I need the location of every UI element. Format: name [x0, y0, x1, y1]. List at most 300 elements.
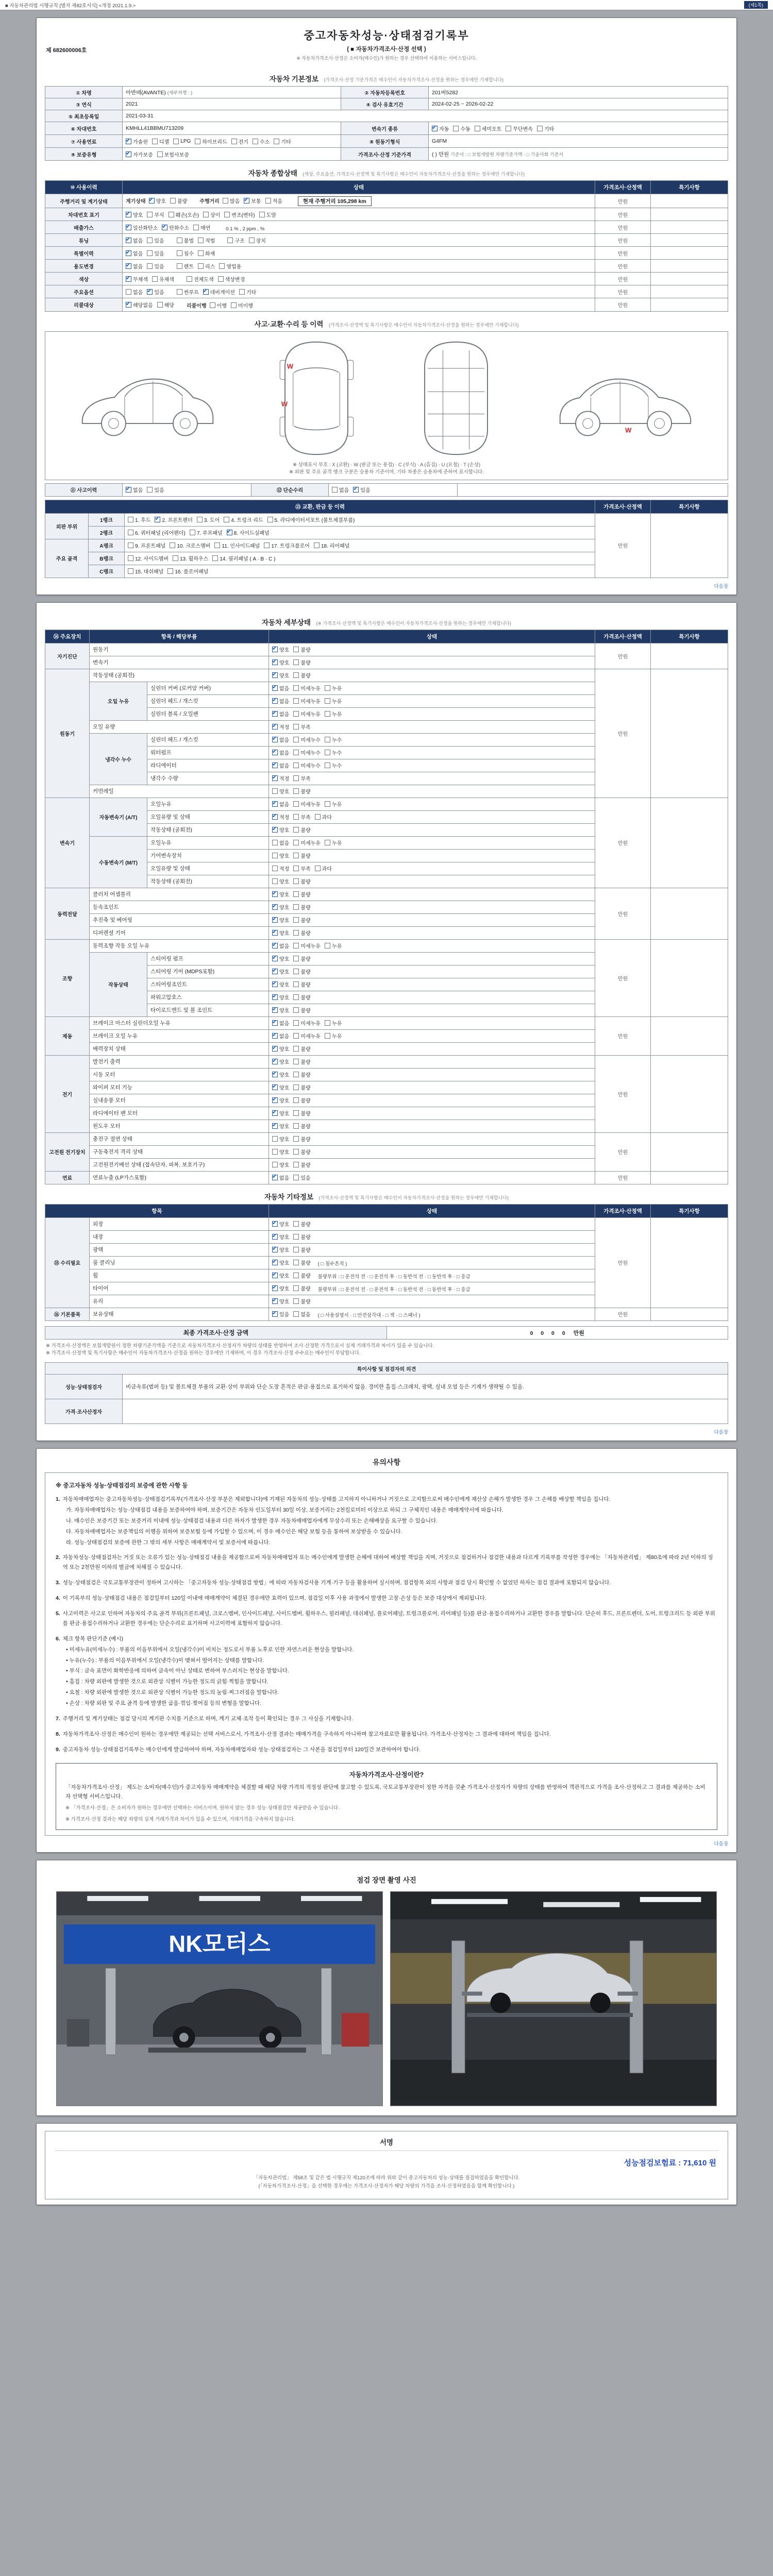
checkbox[interactable]	[272, 866, 278, 871]
checkbox-option[interactable]	[293, 980, 310, 988]
checkbox[interactable]	[128, 543, 133, 548]
checkbox-option[interactable]	[293, 1246, 310, 1253]
checkbox[interactable]	[293, 814, 299, 820]
checkbox-option[interactable]	[272, 942, 289, 950]
checkbox[interactable]	[293, 956, 299, 961]
checkbox-option[interactable]	[231, 138, 248, 145]
checkbox[interactable]	[170, 543, 175, 548]
checkbox[interactable]	[293, 801, 299, 807]
checkbox[interactable]	[293, 891, 299, 897]
checkbox-option[interactable]	[272, 877, 289, 885]
checkbox-option[interactable]	[293, 1083, 310, 1091]
checkbox[interactable]	[272, 1084, 278, 1090]
checkbox[interactable]	[198, 263, 204, 269]
checkbox[interactable]	[293, 1072, 299, 1077]
checkbox-option[interactable]	[272, 697, 289, 705]
checkbox-option[interactable]	[203, 211, 220, 218]
checkbox[interactable]	[293, 1175, 299, 1180]
checkbox[interactable]	[157, 302, 163, 308]
checkbox[interactable]	[272, 930, 278, 936]
price-survey-select-option[interactable]: ( ■ 자동차가격조사·산정 선택 )	[347, 46, 426, 53]
checkbox[interactable]	[272, 840, 278, 845]
checkbox-option[interactable]	[219, 262, 241, 270]
checkbox-option[interactable]	[223, 197, 240, 205]
checkbox-option[interactable]	[272, 774, 289, 782]
checkbox-option[interactable]	[293, 697, 321, 705]
checkbox[interactable]	[272, 827, 278, 833]
checkbox[interactable]	[293, 930, 299, 936]
checkbox[interactable]	[272, 698, 278, 704]
checkbox[interactable]	[126, 276, 131, 282]
checkbox-option[interactable]	[272, 929, 289, 937]
checkbox[interactable]	[325, 1020, 330, 1026]
checkbox-option[interactable]	[293, 1284, 310, 1292]
checkbox-option[interactable]	[272, 993, 289, 1001]
checkbox-option[interactable]	[272, 1096, 289, 1104]
checkbox-option[interactable]	[272, 813, 289, 821]
checkbox-option[interactable]	[314, 541, 349, 549]
checkbox[interactable]	[293, 1136, 299, 1142]
checkbox-option[interactable]	[152, 275, 174, 283]
checkbox[interactable]	[293, 981, 299, 987]
next-page-link[interactable]: 다음장	[714, 1841, 728, 1847]
checkbox-option[interactable]	[293, 1310, 310, 1318]
checkbox-option[interactable]	[293, 800, 321, 808]
checkbox[interactable]	[126, 263, 131, 269]
checkbox-option[interactable]	[272, 1297, 289, 1305]
checkbox[interactable]	[149, 198, 155, 204]
checkbox[interactable]	[293, 827, 299, 833]
checkbox-option[interactable]	[293, 736, 321, 743]
checkbox[interactable]	[187, 276, 192, 282]
checkbox-option[interactable]	[272, 723, 289, 731]
checkbox-option[interactable]	[272, 903, 289, 911]
checkbox[interactable]	[198, 238, 204, 243]
checkbox-option[interactable]	[332, 486, 349, 494]
checkbox[interactable]	[272, 1311, 278, 1317]
checkbox-option[interactable]	[272, 890, 289, 898]
checkbox[interactable]	[170, 198, 176, 204]
checkbox[interactable]	[293, 969, 299, 974]
checkbox[interactable]	[293, 647, 299, 652]
checkbox-option[interactable]	[272, 671, 289, 679]
checkbox[interactable]	[293, 672, 299, 678]
next-page-link[interactable]: 다음장	[714, 583, 728, 589]
checkbox[interactable]	[325, 840, 330, 845]
checkbox[interactable]	[147, 263, 153, 269]
checkbox-option[interactable]	[264, 541, 310, 549]
checkbox-option[interactable]	[272, 1135, 289, 1143]
checkbox-option[interactable]	[210, 301, 227, 309]
checkbox-option[interactable]	[537, 125, 554, 132]
checkbox[interactable]	[177, 238, 182, 243]
checkbox-option[interactable]	[293, 968, 310, 975]
checkbox-option[interactable]	[198, 236, 215, 244]
checkbox-option[interactable]	[170, 197, 187, 205]
checkbox-option[interactable]	[214, 541, 260, 549]
checkbox-option[interactable]	[265, 197, 282, 205]
checkbox-option[interactable]	[293, 993, 310, 1001]
checkbox[interactable]	[128, 517, 133, 522]
checkbox[interactable]	[272, 891, 278, 897]
checkbox-option[interactable]	[293, 761, 321, 769]
checkbox-option[interactable]	[272, 826, 289, 834]
checkbox[interactable]	[223, 198, 228, 204]
checkbox[interactable]	[239, 289, 245, 295]
checkbox-option[interactable]	[272, 1032, 289, 1040]
checkbox-option[interactable]	[244, 197, 261, 205]
checkbox-option[interactable]	[224, 211, 255, 218]
checkbox-option[interactable]	[195, 138, 227, 145]
checkbox-option[interactable]	[315, 813, 332, 821]
checkbox-option[interactable]	[325, 1032, 342, 1040]
checkbox[interactable]	[274, 139, 279, 144]
checkbox[interactable]	[272, 1059, 278, 1064]
checkbox[interactable]	[272, 956, 278, 961]
checkbox[interactable]	[147, 487, 153, 493]
checkbox-option[interactable]	[187, 275, 214, 283]
checkbox-option[interactable]	[272, 1174, 289, 1181]
checkbox-option[interactable]	[267, 516, 355, 523]
checkbox[interactable]	[325, 750, 330, 755]
checkbox-option[interactable]	[272, 710, 289, 718]
checkbox[interactable]	[272, 647, 278, 652]
checkbox-option[interactable]	[190, 529, 223, 536]
checkbox[interactable]	[203, 289, 209, 295]
checkbox[interactable]	[155, 517, 160, 522]
checkbox-option[interactable]	[293, 877, 310, 885]
checkbox-option[interactable]	[272, 749, 289, 756]
checkbox-option[interactable]	[272, 852, 289, 859]
checkbox[interactable]	[272, 724, 278, 730]
checkbox-option[interactable]	[293, 903, 310, 911]
checkbox-option[interactable]	[272, 646, 289, 653]
checkbox-option[interactable]	[126, 486, 143, 494]
checkbox-option[interactable]	[272, 865, 289, 872]
checkbox-option[interactable]	[173, 139, 191, 144]
checkbox-option[interactable]	[325, 736, 342, 743]
checkbox[interactable]	[272, 1072, 278, 1077]
checkbox[interactable]	[214, 543, 220, 548]
checkbox-option[interactable]	[293, 839, 321, 846]
checkbox-option[interactable]	[272, 684, 289, 692]
checkbox[interactable]	[293, 1260, 299, 1265]
checkbox[interactable]	[293, 1110, 299, 1116]
checkbox-option[interactable]	[293, 684, 321, 692]
checkbox-option[interactable]	[272, 1284, 289, 1292]
checkbox-option[interactable]	[272, 1148, 289, 1156]
checkbox-option[interactable]	[293, 646, 310, 653]
checkbox[interactable]	[177, 250, 182, 256]
checkbox-option[interactable]	[147, 262, 164, 270]
checkbox[interactable]	[293, 1285, 299, 1291]
checkbox[interactable]	[293, 750, 299, 755]
checkbox-option[interactable]	[315, 865, 332, 872]
checkbox[interactable]	[272, 814, 278, 820]
checkbox-option[interactable]	[126, 150, 153, 158]
checkbox-option[interactable]	[126, 262, 143, 270]
checkbox[interactable]	[293, 1084, 299, 1090]
checkbox[interactable]	[293, 1221, 299, 1227]
checkbox[interactable]	[293, 1059, 299, 1064]
checkbox[interactable]	[152, 139, 158, 144]
checkbox-option[interactable]	[475, 125, 502, 132]
checkbox[interactable]	[126, 289, 131, 295]
checkbox-option[interactable]	[272, 1259, 289, 1266]
checkbox[interactable]	[128, 530, 133, 535]
checkbox-option[interactable]	[293, 942, 321, 950]
checkbox[interactable]	[293, 878, 299, 884]
checkbox-option[interactable]	[253, 138, 270, 145]
checkbox[interactable]	[453, 126, 459, 131]
checkbox[interactable]	[272, 943, 278, 948]
checkbox[interactable]	[293, 1234, 299, 1240]
checkbox[interactable]	[293, 711, 299, 717]
checkbox[interactable]	[259, 212, 265, 217]
checkbox-option[interactable]	[506, 125, 533, 132]
checkbox[interactable]	[293, 866, 299, 871]
checkbox[interactable]	[157, 151, 163, 157]
checkbox-option[interactable]	[272, 1071, 289, 1078]
checkbox[interactable]	[315, 814, 321, 820]
checkbox[interactable]	[325, 943, 330, 948]
checkbox[interactable]	[272, 659, 278, 665]
checkbox[interactable]	[244, 198, 249, 204]
checkbox-option[interactable]	[147, 249, 164, 257]
checkbox-option[interactable]	[218, 275, 245, 283]
checkbox-option[interactable]	[227, 236, 244, 244]
checkbox-option[interactable]	[170, 541, 210, 549]
checkbox[interactable]	[126, 212, 131, 217]
checkbox-option[interactable]	[128, 541, 165, 549]
checkbox[interactable]	[272, 1149, 278, 1155]
checkbox[interactable]	[293, 853, 299, 858]
checkbox[interactable]	[537, 126, 543, 131]
checkbox-option[interactable]	[126, 275, 148, 283]
checkbox[interactable]	[195, 139, 200, 144]
checkbox[interactable]	[203, 212, 209, 217]
checkbox-option[interactable]	[177, 288, 199, 296]
checkbox[interactable]	[293, 917, 299, 923]
checkbox-option[interactable]	[453, 125, 470, 132]
checkbox-option[interactable]	[272, 1233, 289, 1241]
next-page-link[interactable]: 다음장	[714, 1430, 728, 1435]
checkbox[interactable]	[272, 1162, 278, 1167]
checkbox[interactable]	[231, 139, 237, 144]
checkbox-option[interactable]	[325, 749, 342, 756]
checkbox-option[interactable]	[272, 1083, 289, 1091]
checkbox-option[interactable]	[259, 211, 276, 218]
checkbox-option[interactable]	[293, 929, 310, 937]
checkbox-option[interactable]	[293, 1058, 310, 1065]
checkbox-option[interactable]	[152, 138, 169, 145]
checkbox-option[interactable]	[293, 749, 321, 756]
checkbox[interactable]	[249, 238, 255, 243]
checkbox-option[interactable]	[325, 1019, 342, 1027]
checkbox[interactable]	[325, 762, 330, 768]
checkbox[interactable]	[218, 276, 224, 282]
checkbox[interactable]	[272, 750, 278, 755]
checkbox[interactable]	[272, 711, 278, 717]
checkbox-option[interactable]	[293, 671, 310, 679]
checkbox-option[interactable]	[293, 916, 310, 924]
checkbox-option[interactable]	[239, 288, 256, 296]
checkbox[interactable]	[272, 1020, 278, 1026]
checkbox[interactable]	[272, 737, 278, 742]
checkbox-option[interactable]	[325, 761, 342, 769]
checkbox-option[interactable]	[272, 1006, 289, 1014]
checkbox[interactable]	[293, 1273, 299, 1278]
checkbox-option[interactable]	[272, 1272, 289, 1279]
checkbox-option[interactable]	[293, 1220, 310, 1228]
checkbox-option[interactable]	[293, 1071, 310, 1078]
checkbox-option[interactable]	[126, 224, 158, 231]
checkbox[interactable]	[293, 1311, 299, 1317]
checkbox[interactable]	[126, 151, 131, 157]
checkbox-option[interactable]	[272, 1109, 289, 1117]
checkbox[interactable]	[167, 568, 173, 574]
checkbox-option[interactable]	[193, 224, 210, 231]
checkbox[interactable]	[224, 517, 229, 522]
checkbox[interactable]	[293, 1007, 299, 1013]
checkbox-option[interactable]	[272, 1246, 289, 1253]
checkbox[interactable]	[227, 530, 232, 535]
checkbox[interactable]	[272, 994, 278, 1000]
checkbox[interactable]	[272, 1247, 278, 1252]
checkbox-option[interactable]	[293, 710, 321, 718]
checkbox[interactable]	[219, 263, 225, 269]
checkbox-option[interactable]	[169, 211, 199, 218]
checkbox-option[interactable]	[272, 1019, 289, 1027]
checkbox-option[interactable]	[293, 1109, 310, 1117]
checkbox-option[interactable]	[272, 916, 289, 924]
checkbox[interactable]	[212, 555, 218, 561]
checkbox-option[interactable]	[293, 1122, 310, 1130]
checkbox-option[interactable]	[293, 813, 310, 821]
checkbox[interactable]	[272, 969, 278, 974]
checkbox[interactable]	[147, 212, 153, 217]
checkbox[interactable]	[272, 1033, 278, 1039]
checkbox-option[interactable]	[293, 1161, 310, 1168]
checkbox[interactable]	[227, 238, 233, 243]
checkbox-option[interactable]	[325, 710, 342, 718]
checkbox[interactable]	[253, 139, 258, 144]
checkbox[interactable]	[272, 801, 278, 807]
checkbox[interactable]	[162, 225, 167, 230]
checkbox-option[interactable]	[126, 288, 143, 296]
checkbox-option[interactable]	[293, 890, 310, 898]
checkbox-option[interactable]	[177, 249, 194, 257]
checkbox-option[interactable]	[198, 262, 215, 270]
checkbox[interactable]	[126, 250, 131, 256]
checkbox[interactable]	[147, 250, 153, 256]
checkbox-option[interactable]	[128, 567, 163, 575]
checkbox-option[interactable]	[128, 554, 169, 562]
checkbox[interactable]	[293, 1097, 299, 1103]
checkbox[interactable]	[198, 250, 204, 256]
checkbox-option[interactable]	[293, 787, 310, 795]
checkbox-option[interactable]	[293, 1019, 321, 1027]
checkbox-option[interactable]	[155, 516, 192, 523]
checkbox-option[interactable]	[167, 567, 208, 575]
checkbox-option[interactable]	[147, 236, 164, 244]
checkbox-option[interactable]	[293, 1045, 310, 1053]
checkbox-option[interactable]	[325, 800, 342, 808]
checkbox[interactable]	[272, 904, 278, 910]
checkbox-option[interactable]	[197, 516, 220, 523]
checkbox-option[interactable]	[203, 288, 235, 296]
checkbox-option[interactable]	[231, 301, 253, 309]
checkbox-option[interactable]	[126, 249, 143, 257]
checkbox[interactable]	[272, 853, 278, 858]
checkbox-option[interactable]	[272, 839, 289, 846]
checkbox[interactable]	[272, 1097, 278, 1103]
checkbox-option[interactable]	[272, 968, 289, 975]
checkbox[interactable]	[293, 724, 299, 730]
checkbox-option[interactable]	[293, 1174, 310, 1181]
checkbox-option[interactable]	[325, 684, 342, 692]
checkbox[interactable]	[126, 302, 131, 308]
checkbox[interactable]	[272, 1175, 278, 1180]
checkbox-option[interactable]	[293, 1297, 310, 1305]
checkbox-option[interactable]	[272, 761, 289, 769]
checkbox[interactable]	[293, 1162, 299, 1167]
checkbox[interactable]	[272, 762, 278, 768]
checkbox[interactable]	[264, 543, 270, 548]
checkbox-option[interactable]	[198, 249, 215, 257]
checkbox[interactable]	[272, 878, 278, 884]
checkbox-option[interactable]	[157, 150, 189, 158]
checkbox-option[interactable]	[147, 288, 164, 296]
checkbox[interactable]	[314, 543, 320, 548]
checkbox[interactable]	[272, 788, 278, 794]
checkbox-option[interactable]	[147, 211, 164, 218]
checkbox-option[interactable]	[272, 736, 289, 743]
checkbox-option[interactable]	[293, 955, 310, 962]
checkbox[interactable]	[126, 238, 131, 243]
checkbox-option[interactable]	[293, 774, 310, 782]
checkbox-option[interactable]	[432, 125, 449, 132]
checkbox[interactable]	[231, 302, 237, 308]
checkbox[interactable]	[169, 212, 174, 217]
checkbox[interactable]	[128, 568, 133, 574]
checkbox-option[interactable]	[293, 865, 310, 872]
checkbox-option[interactable]	[128, 529, 186, 536]
checkbox[interactable]	[128, 555, 133, 561]
checkbox[interactable]	[325, 737, 330, 742]
checkbox-option[interactable]	[272, 800, 289, 808]
checkbox[interactable]	[210, 302, 215, 308]
checkbox[interactable]	[325, 1033, 330, 1039]
checkbox[interactable]	[272, 1136, 278, 1142]
checkbox-option[interactable]	[293, 1259, 310, 1266]
checkbox[interactable]	[272, 1123, 278, 1129]
checkbox-option[interactable]	[272, 955, 289, 962]
checkbox-option[interactable]	[325, 942, 342, 950]
checkbox[interactable]	[272, 1221, 278, 1227]
checkbox-option[interactable]	[272, 1045, 289, 1053]
checkbox[interactable]	[353, 487, 359, 493]
checkbox-option[interactable]	[293, 1006, 310, 1014]
checkbox[interactable]	[177, 263, 182, 269]
checkbox[interactable]	[272, 917, 278, 923]
checkbox-option[interactable]	[249, 236, 266, 244]
checkbox-option[interactable]	[162, 224, 189, 231]
checkbox[interactable]	[325, 685, 330, 691]
checkbox[interactable]	[147, 289, 153, 295]
checkbox-option[interactable]	[224, 516, 263, 523]
checkbox[interactable]	[325, 698, 330, 704]
